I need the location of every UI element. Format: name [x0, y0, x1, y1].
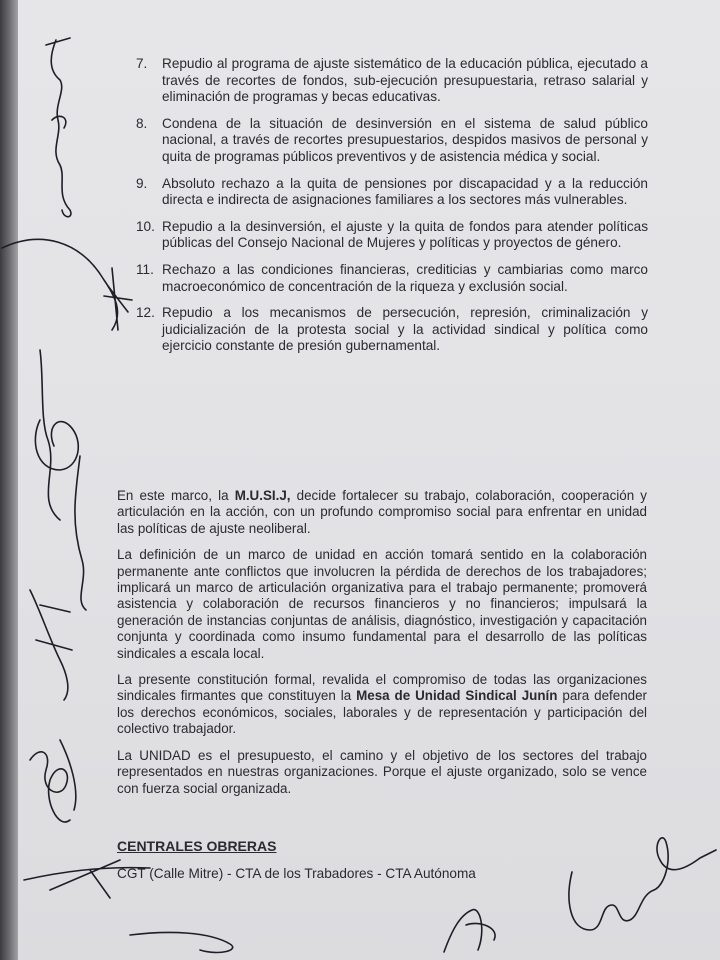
list-item	[136, 176, 648, 209]
item-text: Absoluto rechazo a la quita de pensiones por discapacidad y a la reducción directa e indirecta de asignaciones familiares a los sectores más vulnerables.	[162, 175, 648, 208]
item-number: 12.	[136, 305, 155, 321]
item-number: 7.	[136, 56, 148, 71]
list-item	[136, 262, 648, 295]
item-text: Repudio a los mecanismos de persecución, represión, criminalización y judicialización de la protesta social y la actividad sindical y política como ejercicio constante de presión gubernamental.	[162, 305, 648, 354]
demands-list	[136, 56, 648, 365]
paragraph-unidad-accion: La definición de un marco de unidad en acción tomará sentido en la colaboración permanente ante conflictos que involucren la pérdida de derechos de los trabajadores; implicará un marco de articulación organizativa para el trabajo permanente; promoverá asistencia y colaboración de recursos financieros y no financieros; impulsará la generación de instancias conjuntas de análisis, diagnóstico, investigación y capacitación conjunta y coordinada como insumo fundamental para el desarrollo de las políticas sindicales a escala local.	[117, 547, 647, 661]
paragraph-constitucion	[117, 672, 647, 738]
item-number: 8.	[136, 115, 148, 131]
paragraph-unidad: La UNIDAD es el presupuesto, el camino y el objetivo de los sectores del trabajo representados en nuestras organizaciones. Porque el ajuste organizado, solo se vence con fuerza social organizada.	[117, 747, 647, 796]
paragraph-text: En este marco, la	[117, 488, 235, 503]
item-text: Rechazo a las condiciones financieras, crediticias y cambiarias como marco macroeconómico de concentración de la riqueza y exclusión social.	[162, 261, 648, 294]
list-item	[136, 56, 648, 106]
paragraph-musij	[117, 488, 647, 537]
centrales-list: CGT (Calle Mitre) - CTA de los Trabadores - CTA Autónoma	[117, 866, 476, 881]
list-item	[136, 219, 648, 252]
item-number: 9.	[136, 175, 148, 191]
body-paragraphs	[117, 488, 647, 807]
list-item	[136, 116, 648, 166]
org-name: Mesa de Unidad Sindical Junín	[356, 688, 558, 704]
item-text: Repudio a la desinversión, el ajuste y la quita de fondos para atender políticas públicas del Consejo Nacional de Mujeres y políticas y proyectos de género.	[162, 218, 648, 251]
paragraph-text: para defender los derechos económicos, sociales, laborales y de representación y participación del colectivo trabajador.	[117, 688, 647, 737]
list-item	[136, 305, 648, 355]
item-text: Repudio al programa de ajuste sistemático de la educación pública, ejecutado a través de recortes de fondos, sub-ejecución presupuestaria, retraso salarial y eliminación de programas y becas educativas.	[162, 56, 648, 105]
item-number: 11.	[136, 261, 154, 277]
org-acronym: M.U.SI.J,	[234, 488, 291, 503]
paragraph-text: La presente constitución formal, revalida el compromiso de todas las organizaciones sindicales firmantes que constituyen la	[117, 672, 647, 704]
item-number: 10.	[136, 218, 155, 234]
paragraph-text: decide fortalecer su trabajo, colaboración, cooperación y articulación en la acción, con un profundo compromiso social para enfrentar en unidad las políticas de ajuste neoliberal.	[117, 488, 648, 536]
item-text: Condena de la situación de desinversión en el sistema de salud público nacional, a través de recortes presupuestarios, despidos masivos de personal y quita de programas públicos preventivos y de asistencia médica y social.	[162, 115, 648, 164]
section-heading: CENTRALES OBRERAS	[117, 838, 277, 854]
